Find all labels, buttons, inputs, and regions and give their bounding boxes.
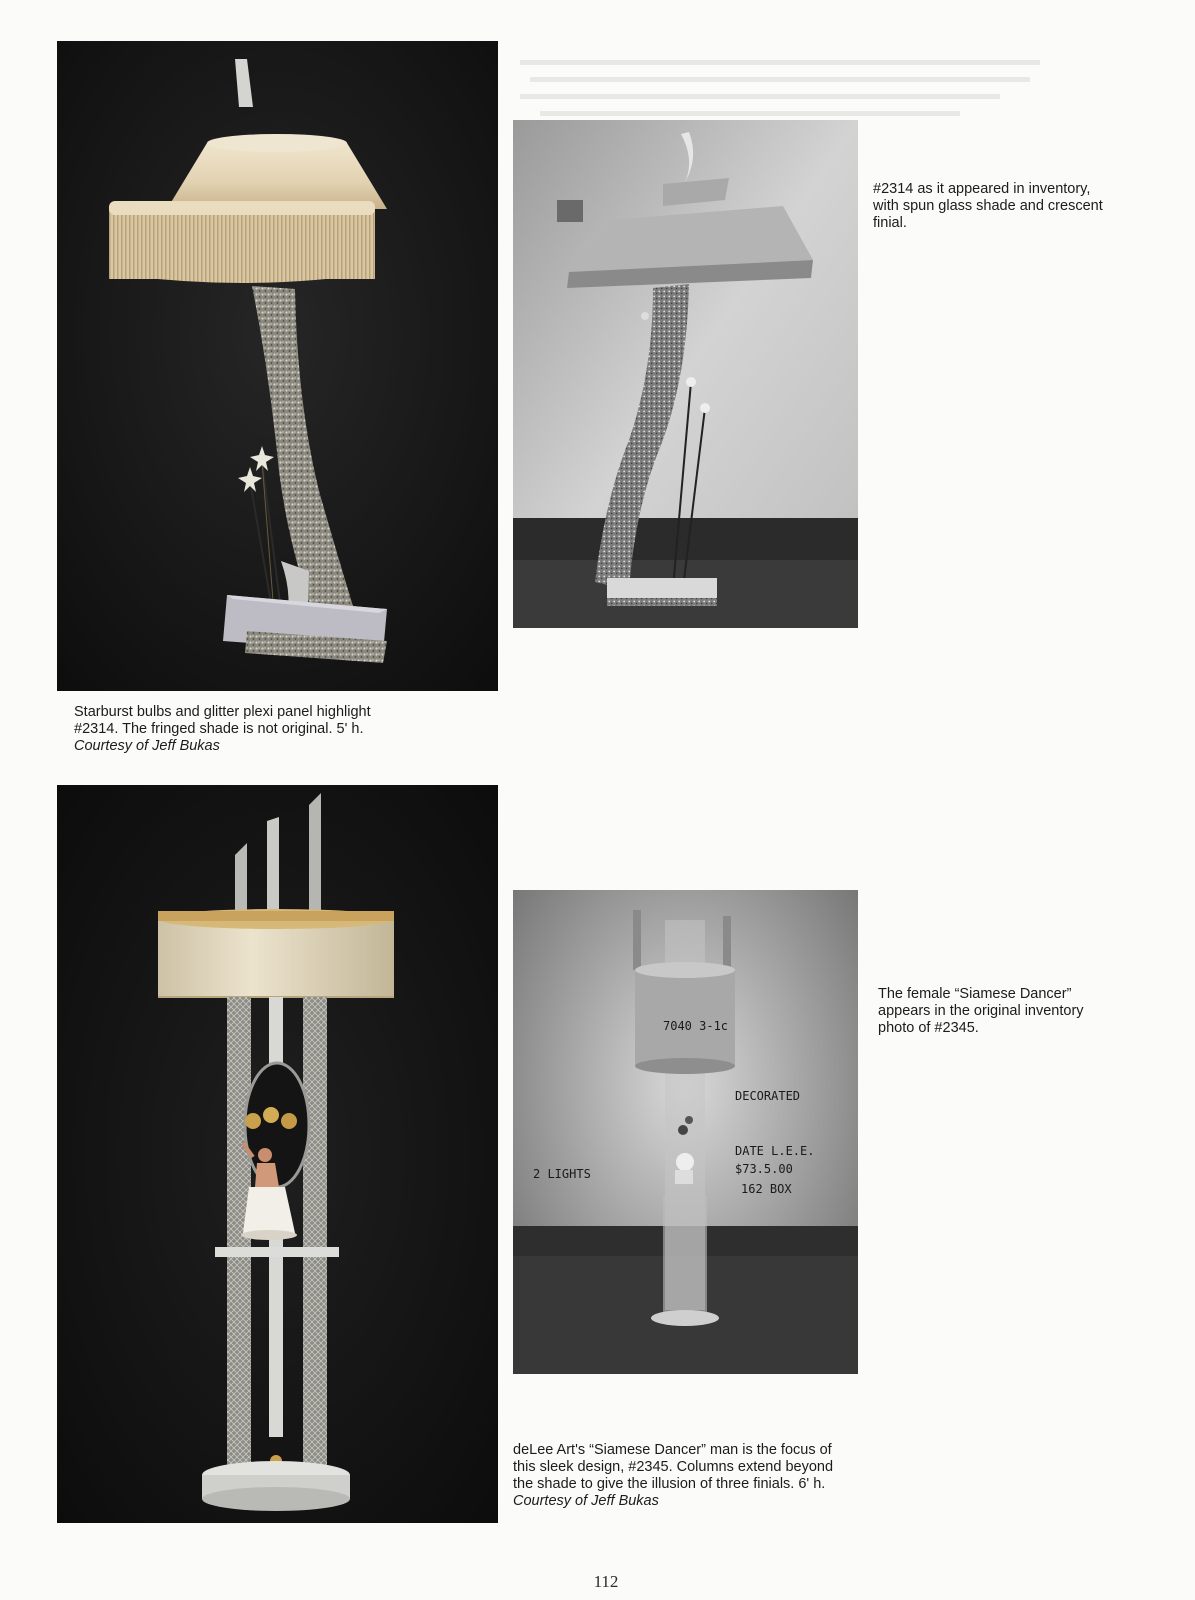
caption-line: The female “Siamese Dancer” (878, 986, 1072, 1002)
caption-line: photo of #2345. (878, 1020, 979, 1036)
caption-line: deLee Art's “Siamese Dancer” man is the focus of (513, 1442, 832, 1458)
photo-lamp-2345-color (57, 785, 498, 1523)
photo-credit: Courtesy of Jeff Bukas (513, 1493, 659, 1509)
photo-credit: Courtesy of Jeff Bukas (74, 738, 220, 754)
handwritten-dealer: DATE L.E.E. (735, 1144, 815, 1158)
caption-2314-color (74, 704, 371, 755)
lamp-2345-inventory-image (513, 890, 858, 1374)
caption-line: #2314. The fringed shade is not original. 5' h. (74, 721, 364, 737)
caption-line: Starburst bulbs and glitter plexi panel highlight (74, 704, 371, 720)
caption-line: finial. (873, 215, 907, 231)
caption-line: #2314 as it appeared in inventory, (873, 181, 1091, 197)
photo-lamp-2314-color (57, 41, 498, 691)
caption-2345-inventory (878, 986, 1084, 1037)
photo-lamp-2314-inventory (513, 120, 858, 628)
photo-lamp-2345-inventory (513, 890, 858, 1374)
handwritten-box: 162 BOX (741, 1182, 792, 1196)
lamp-2345-color-image (57, 785, 498, 1523)
caption-line: this sleek design, #2345. Columns extend beyond (513, 1459, 834, 1475)
handwritten-price: $73.5.00 (735, 1162, 793, 1176)
page-number: 112 (593, 1572, 619, 1591)
lamp-2314-inventory-image (513, 120, 858, 628)
bleed-through-text (520, 55, 1080, 125)
caption-2314-inventory (873, 181, 1103, 232)
caption-line: appears in the original inventory (878, 1003, 1084, 1019)
caption-2345-color (513, 1442, 833, 1510)
lamp-2314-color-image (57, 41, 498, 691)
handwritten-code: 7040 3-1c (663, 1019, 729, 1033)
handwritten-lights: 2 LIGHTS (533, 1167, 591, 1181)
caption-line: with spun glass shade and crescent (873, 198, 1103, 214)
handwritten-finish: DECORATED (735, 1089, 801, 1103)
caption-line: the shade to give the illusion of three finials. 6' h. (513, 1476, 826, 1492)
